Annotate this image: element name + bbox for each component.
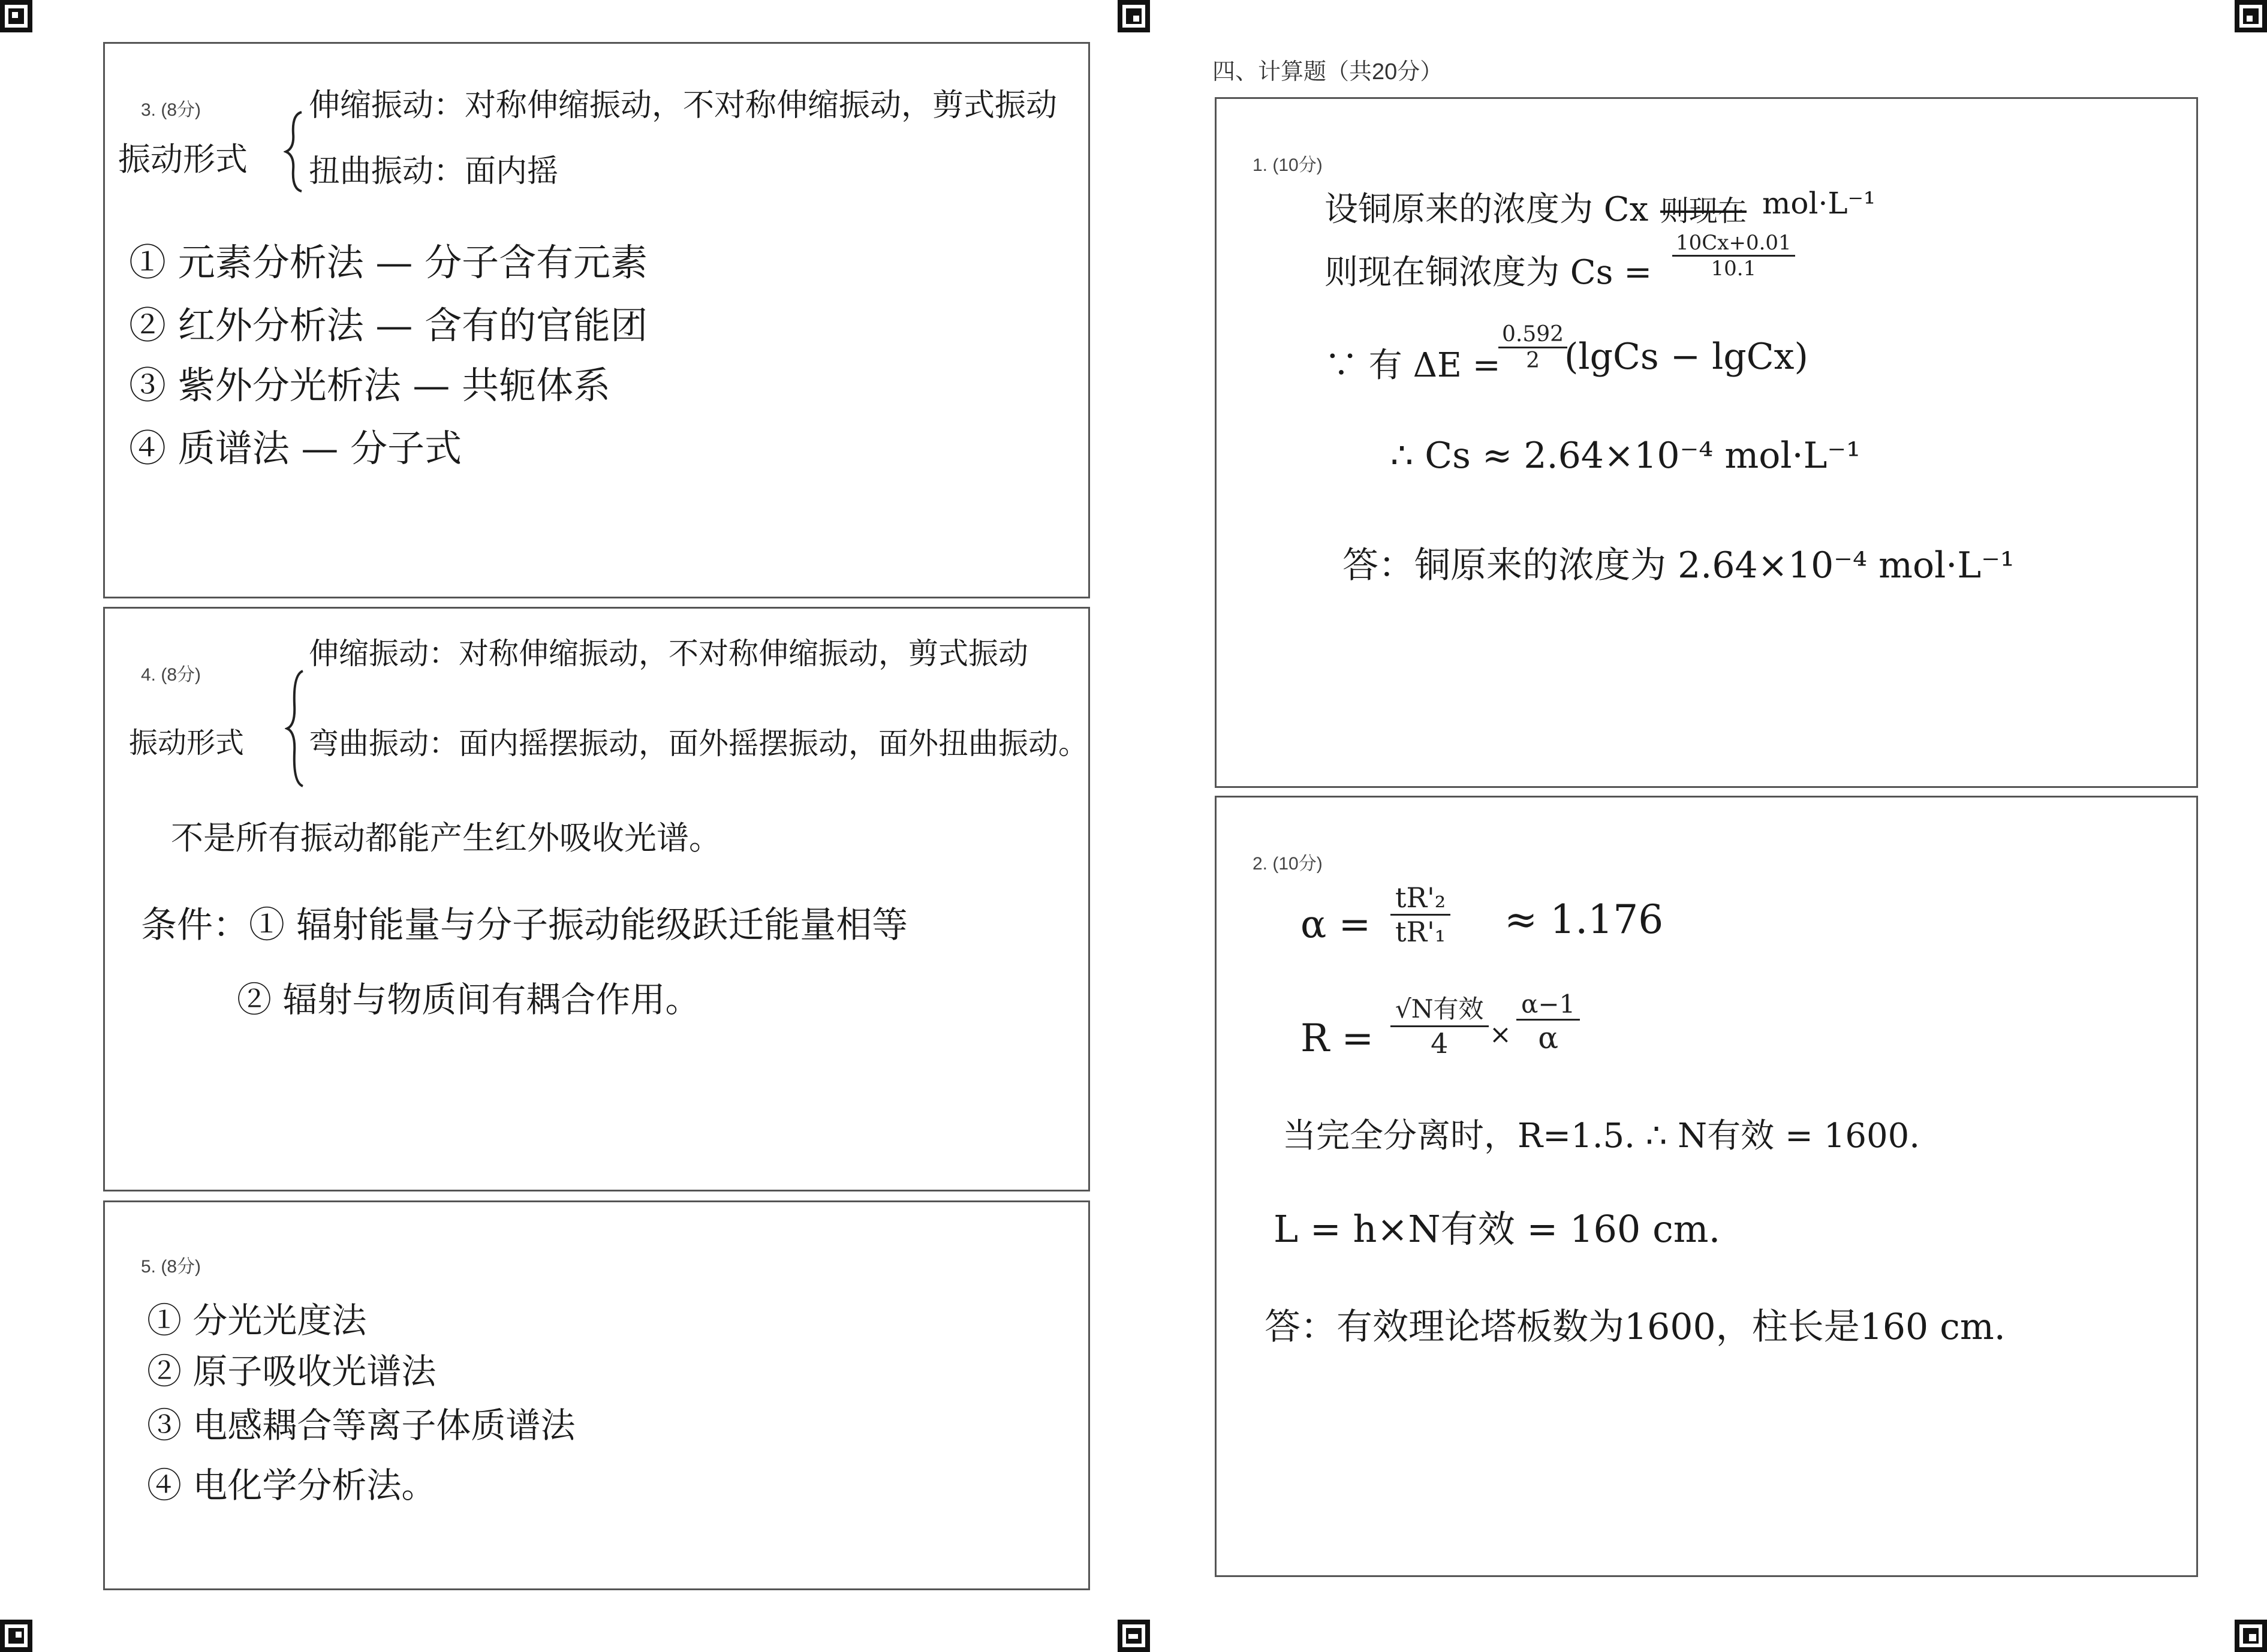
answer-line: 答：铜原来的浓度为 2.64×10⁻⁴ mol·L⁻¹ <box>1342 544 2015 586</box>
question-label: 5. (8分) <box>141 1257 201 1277</box>
handwritten-line: 伸缩振动：对称伸缩振动，不对称伸缩振动，剪式振动 <box>309 88 1058 124</box>
fraction-numerator: tR'₂ <box>1390 881 1450 916</box>
corner-marker-bottom-right <box>2235 1620 2267 1652</box>
answer-box-calc-1 <box>1215 97 2198 788</box>
handwritten-line: ③ 电感耦合等离子体质谱法 <box>147 1405 576 1446</box>
fraction <box>1390 989 1489 1060</box>
question-label: 2. (10分) <box>1253 854 1323 874</box>
handwritten-line: ② 红外分析法 — 含有的官能团 <box>129 303 648 347</box>
corner-marker-top-right <box>2235 0 2267 32</box>
unit-text: mol·L⁻¹ <box>1762 186 1876 221</box>
handwritten-line: 条件：① 辐射能量与分子振动能级跃迁能量相等 <box>141 904 908 946</box>
corner-marker-bottom-middle <box>1118 1620 1150 1652</box>
handwritten-line: 当完全分离时，R=1.5. ∴ N有效 = 1600. <box>1282 1117 1920 1156</box>
handwritten-line: (lgCs − lgCx) <box>1564 336 1808 378</box>
corner-marker-top-middle <box>1118 0 1150 32</box>
handwritten-heading: 振动形式 <box>129 726 245 760</box>
fraction-denominator: 4 <box>1431 1027 1449 1060</box>
handwritten-line: ② 原子吸收光谱法 <box>147 1351 436 1392</box>
handwritten-line: 扭曲振动：面内摇 <box>309 154 559 189</box>
question-label: 4. (8分) <box>141 665 201 685</box>
answer-box-q3 <box>103 42 1090 598</box>
handwritten-line: ② 辐射与物质间有耦合作用。 <box>237 979 700 1020</box>
fraction-numerator: 0.592 <box>1498 322 1567 348</box>
answer-box-q4 <box>103 607 1090 1191</box>
fraction <box>1516 989 1580 1055</box>
fraction-denominator: 10.1 <box>1711 257 1757 281</box>
fraction-denominator: 2 <box>1526 348 1540 373</box>
question-label: 3. (8分) <box>141 100 201 120</box>
multiply-sign: × <box>1489 1019 1512 1050</box>
fraction-denominator: tR'₁ <box>1395 916 1446 948</box>
corner-marker-bottom-left <box>0 1620 32 1652</box>
handwritten-line: R = <box>1300 1016 1374 1061</box>
handwritten-line: 则现在铜浓度为 Cs = <box>1324 253 1652 292</box>
handwritten-line: ∴ Cs ≈ 2.64×10⁻⁴ mol·L⁻¹ <box>1390 435 1861 477</box>
fraction <box>1498 322 1567 373</box>
fraction <box>1672 231 1795 281</box>
handwritten-line: ① 分光光度法 <box>147 1300 367 1341</box>
corner-marker-top-left <box>0 0 32 32</box>
handwritten-line: L = h×N有效 = 160 cm. <box>1274 1207 1721 1251</box>
handwritten-line: 伸缩振动：对称伸缩振动，不对称伸缩振动，剪式振动 <box>309 636 1028 671</box>
brace-icon <box>284 110 308 194</box>
brace-icon <box>285 669 309 789</box>
answer-line: 答：有效理论塔板数为1600，柱长是160 cm. <box>1265 1306 2006 1348</box>
fraction-numerator: √N有效 <box>1390 989 1489 1027</box>
handwritten-line: 设铜原来的浓度为 Cx <box>1324 190 1649 229</box>
handwritten-line: ① 元素分析法 — 分子含有元素 <box>129 240 648 284</box>
handwritten-line: ④ 电化学分析法。 <box>147 1465 436 1506</box>
handwritten-line: ③ 紫外分光析法 — 共轭体系 <box>129 363 611 407</box>
fraction-numerator: α−1 <box>1516 989 1580 1021</box>
fraction-denominator: α <box>1538 1021 1559 1055</box>
section-title: 四、计算题（共20分） <box>1212 59 1443 85</box>
answer-box-q5 <box>103 1200 1090 1590</box>
handwritten-line: ≈ 1.176 <box>1504 896 1664 943</box>
handwritten-line: α = <box>1300 902 1371 947</box>
handwritten-line: 不是所有振动都能产生红外吸收光谱。 <box>171 819 721 857</box>
question-label: 1. (10分) <box>1253 155 1323 175</box>
handwritten-line: ∵ 有 ΔE = <box>1324 346 1501 385</box>
crossed-out-text: 则现在 <box>1660 194 1747 228</box>
handwritten-line: 弯曲振动：面内摇摆振动，面外摇摆振动，面外扭曲振动。 <box>309 726 1088 761</box>
answer-box-calc-2 <box>1215 796 2198 1577</box>
fraction <box>1390 881 1450 948</box>
handwritten-line: ④ 质谱法 — 分子式 <box>129 426 462 470</box>
handwritten-heading: 振动形式 <box>118 140 248 178</box>
fraction-numerator: 10Cx+0.01 <box>1672 231 1795 257</box>
